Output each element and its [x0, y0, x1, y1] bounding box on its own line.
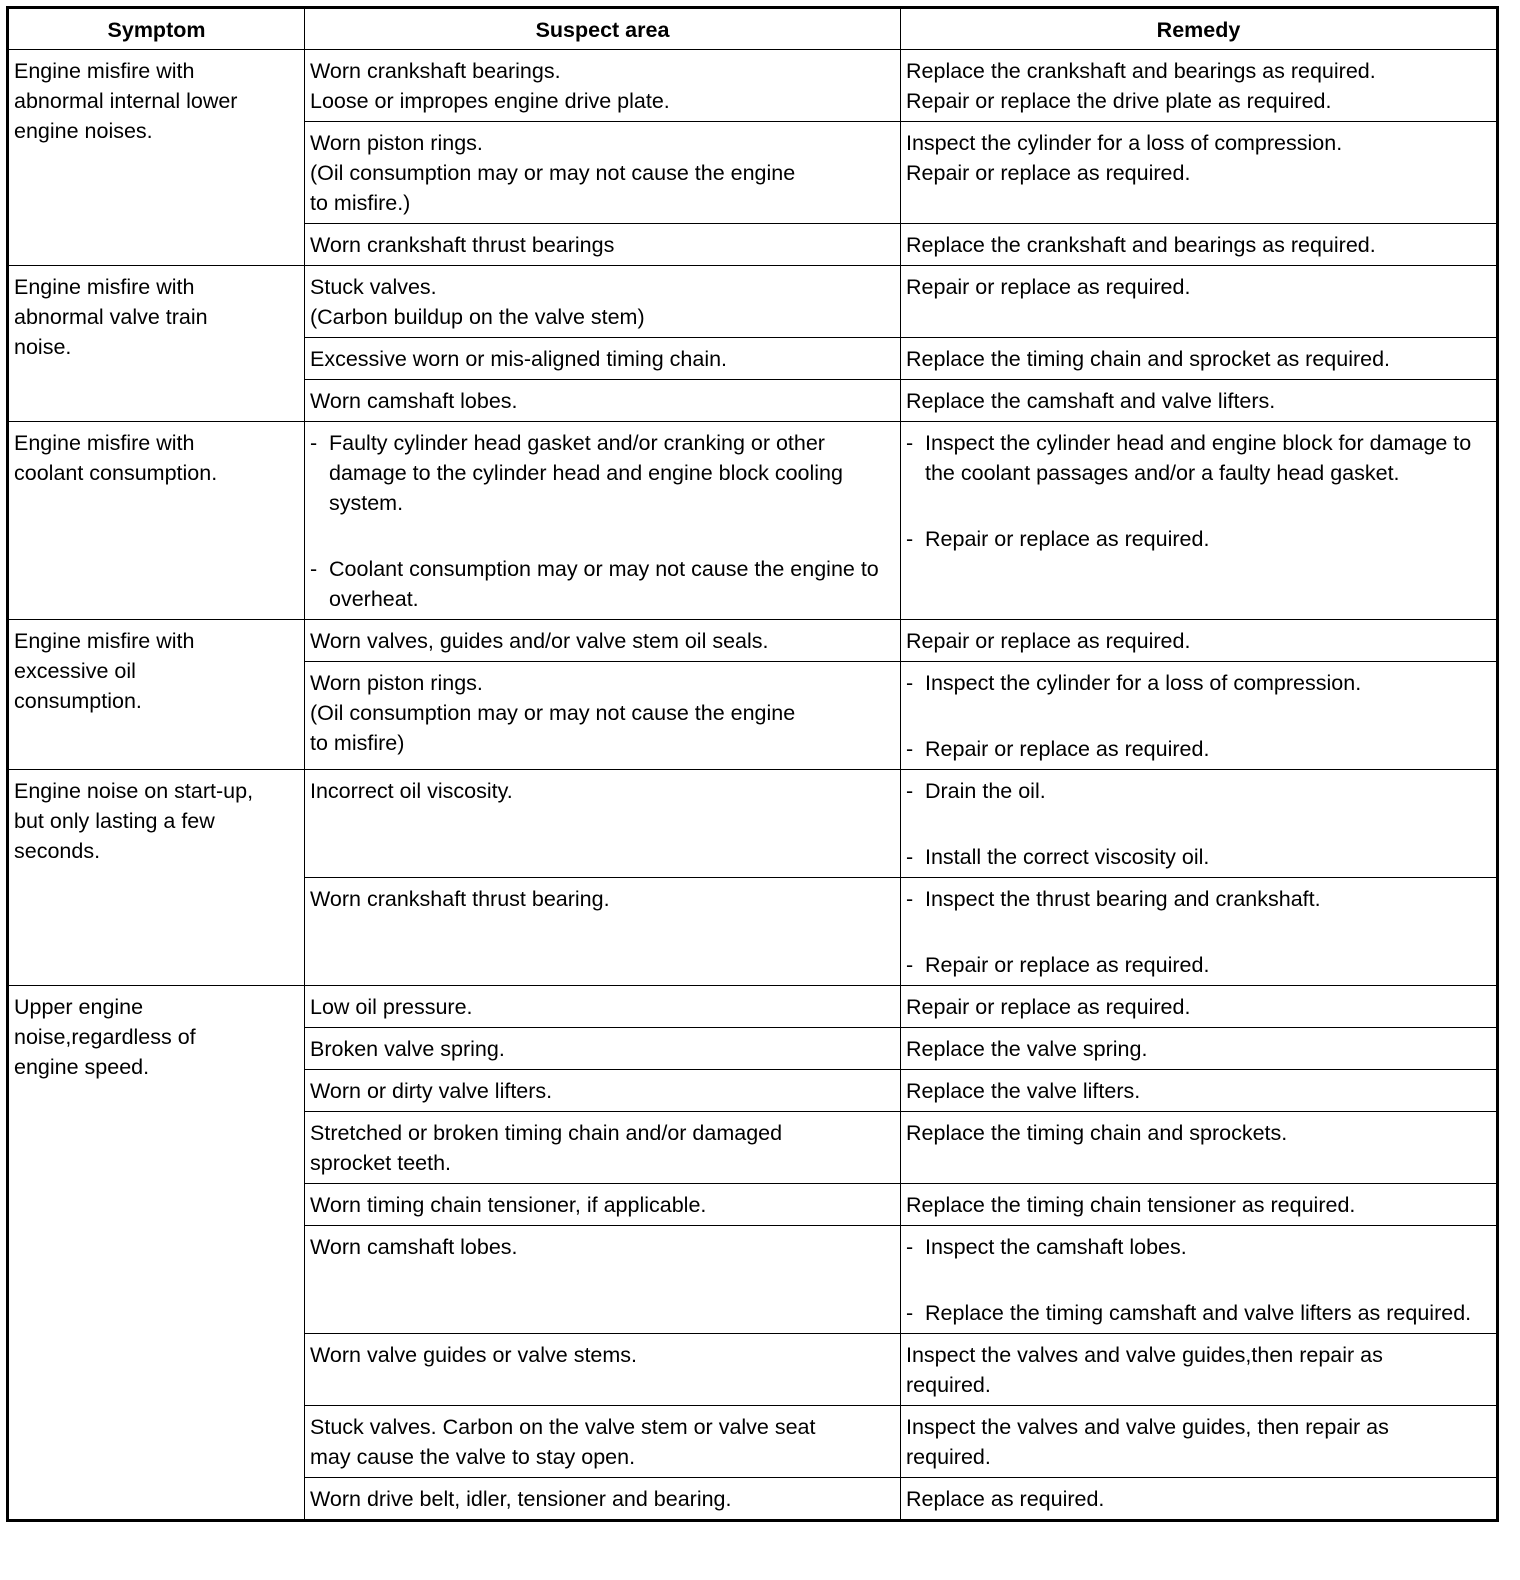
remedy-cell [901, 1406, 1498, 1478]
cell-line: Repair or replace as required. [906, 161, 1191, 185]
bullet-spacer [906, 806, 1491, 842]
bullet-item: - Replace the timing camshaft and valve lifters as required. [906, 1298, 1491, 1328]
suspect-area-cell [305, 1070, 901, 1112]
cell-line: Engine misfire with [14, 629, 195, 653]
cell-line: (Carbon buildup on the valve stem) [310, 305, 645, 329]
suspect-area-cell [305, 422, 901, 620]
cell-line: noise. [14, 335, 72, 359]
suspect-area-cell [305, 1226, 901, 1334]
suspect-area-cell [305, 1478, 901, 1521]
cell-line: Worn camshaft lobes. [310, 1235, 518, 1259]
remedy-cell [901, 380, 1498, 422]
suspect-area-cell [305, 770, 901, 878]
symptom-cell [8, 422, 305, 620]
symptom-cell [8, 986, 305, 1521]
cell-line: seconds. [14, 839, 101, 863]
cell-line: Stuck valves. [310, 275, 437, 299]
symptom-cell [8, 266, 305, 422]
cell-line: Worn piston rings. [310, 671, 483, 695]
suspect-area-cell [305, 50, 901, 122]
bullet-item: - Faulty cylinder head gasket and/or cranking or other damage to the cylinder head and engine block cooling system. [310, 428, 895, 518]
symptom-cell [8, 770, 305, 986]
table-row [8, 266, 1498, 338]
cell-line: Replace the crankshaft and bearings as required. [906, 59, 1376, 83]
suspect-area-cell [305, 1112, 901, 1184]
table-row [8, 770, 1498, 878]
header-symptom: Symptom [8, 8, 305, 50]
cell-line: Replace the timing chain and sprocket as required. [906, 347, 1391, 371]
cell-line: Worn valves, guides and/or valve stem oil seals. [310, 629, 769, 653]
bullet-item: - Inspect the cylinder for a loss of compression. [906, 668, 1491, 698]
cell-line: (Oil consumption may or may not cause the engine [310, 161, 796, 185]
cell-line: Broken valve spring. [310, 1037, 505, 1061]
bullet-spacer [310, 518, 895, 554]
cell-line: Worn or dirty valve lifters. [310, 1079, 553, 1103]
cell-line: Replace the timing chain tensioner as required. [906, 1193, 1356, 1217]
cell-line: Replace as required. [906, 1487, 1105, 1511]
bullet-item: - Inspect the thrust bearing and crankshaft. [906, 884, 1491, 914]
cell-line: sprocket teeth. [310, 1151, 452, 1175]
remedy-cell [901, 50, 1498, 122]
cell-line: Inspect the cylinder for a loss of compression. [906, 131, 1343, 155]
bullet-spacer [906, 698, 1491, 734]
cell-line: consumption. [14, 689, 142, 713]
suspect-area-cell [305, 662, 901, 770]
cell-line: Replace the timing chain and sprockets. [906, 1121, 1288, 1145]
cell-line: Excessive worn or mis-aligned timing chain. [310, 347, 728, 371]
remedy-cell [901, 770, 1498, 878]
remedy-cell [901, 1184, 1498, 1226]
cell-line: Worn camshaft lobes. [310, 389, 518, 413]
table-row [8, 50, 1498, 122]
cell-line: Replace the valve lifters. [906, 1079, 1141, 1103]
bullet-item: - Drain the oil. [906, 776, 1491, 806]
suspect-area-cell [305, 266, 901, 338]
suspect-area-cell [305, 1028, 901, 1070]
cell-line: to misfire) [310, 731, 405, 755]
remedy-cell [901, 422, 1498, 620]
cell-line: noise,regardless of [14, 1025, 196, 1049]
cell-line: Worn timing chain tensioner, if applicable. [310, 1193, 707, 1217]
cell-line: abnormal internal lower [14, 89, 238, 113]
cell-line: engine noises. [14, 119, 153, 143]
remedy-cell [901, 878, 1498, 986]
bullet-spacer [906, 1262, 1491, 1298]
cell-line: to misfire.) [310, 191, 411, 215]
suspect-area-cell [305, 338, 901, 380]
remedy-cell [901, 1112, 1498, 1184]
diagnosis-table-container [6, 6, 1499, 1522]
cell-line: Incorrect oil viscosity. [310, 779, 513, 803]
table-row [8, 620, 1498, 662]
bullet-item: - Inspect the cylinder head and engine block for damage to the coolant passages and/or a faulty head gasket. [906, 428, 1491, 488]
remedy-cell [901, 338, 1498, 380]
cell-line: Worn crankshaft thrust bearings [310, 233, 615, 257]
bullet-spacer [906, 914, 1491, 950]
cell-line: abnormal valve train [14, 305, 208, 329]
cell-line: excessive oil [14, 659, 136, 683]
cell-line: Inspect the valves and valve guides,then repair as [906, 1343, 1383, 1367]
remedy-cell [901, 224, 1498, 266]
cell-line: Engine misfire with [14, 275, 195, 299]
bullet-item: - Repair or replace as required. [906, 734, 1491, 764]
cell-line: Replace the camshaft and valve lifters. [906, 389, 1276, 413]
suspect-area-cell [305, 1334, 901, 1406]
cell-line: required. [906, 1373, 991, 1397]
cell-line: Replace the valve spring. [906, 1037, 1148, 1061]
remedy-cell [901, 986, 1498, 1028]
cell-line: Worn crankshaft bearings. [310, 59, 561, 83]
bullet-item: - Repair or replace as required. [906, 950, 1491, 980]
cell-line: Repair or replace the drive plate as required. [906, 89, 1332, 113]
cell-line: Upper engine [14, 995, 144, 1019]
suspect-area-cell [305, 1184, 901, 1226]
symptom-cell [8, 620, 305, 770]
cell-line: may cause the valve to stay open. [310, 1445, 636, 1469]
cell-line: Low oil pressure. [310, 995, 473, 1019]
bullet-item: - Repair or replace as required. [906, 524, 1491, 554]
cell-line: Replace the crankshaft and bearings as required. [906, 233, 1376, 257]
remedy-cell [901, 1478, 1498, 1521]
cell-line: Engine misfire with [14, 59, 195, 83]
cell-line: Worn piston rings. [310, 131, 483, 155]
suspect-area-cell [305, 122, 901, 224]
cell-line: Worn drive belt, idler, tensioner and bearing. [310, 1487, 732, 1511]
cell-line: Stretched or broken timing chain and/or damaged [310, 1121, 783, 1145]
suspect-area-cell [305, 620, 901, 662]
symptom-cell [8, 50, 305, 266]
bullet-spacer [906, 488, 1491, 524]
suspect-area-cell [305, 380, 901, 422]
header-suspect-area: Suspect area [305, 8, 901, 50]
cell-line: required. [906, 1445, 991, 1469]
header-remedy: Remedy [901, 8, 1498, 50]
header-row [8, 8, 1498, 50]
remedy-cell [901, 620, 1498, 662]
cell-line: Stuck valves. Carbon on the valve stem or valve seat [310, 1415, 816, 1439]
cell-line: Loose or impropes engine drive plate. [310, 89, 670, 113]
suspect-area-cell [305, 224, 901, 266]
diagnosis-table [6, 6, 1499, 1522]
cell-line: Repair or replace as required. [906, 275, 1191, 299]
bullet-item: - Inspect the camshaft lobes. [906, 1232, 1491, 1262]
cell-line: coolant consumption. [14, 461, 218, 485]
cell-line: Worn crankshaft thrust bearing. [310, 887, 610, 911]
table-body [8, 50, 1498, 1521]
table-row [8, 422, 1498, 620]
bullet-item: - Coolant consumption may or may not cause the engine to overheat. [310, 554, 895, 614]
suspect-area-cell [305, 1406, 901, 1478]
remedy-cell [901, 1070, 1498, 1112]
bullet-item: - Install the correct viscosity oil. [906, 842, 1491, 872]
remedy-cell [901, 1028, 1498, 1070]
remedy-cell [901, 122, 1498, 224]
table-row [8, 986, 1498, 1028]
cell-line: (Oil consumption may or may not cause the engine [310, 701, 796, 725]
cell-line: Engine noise on start-up, [14, 779, 254, 803]
cell-line: Inspect the valves and valve guides, then repair as [906, 1415, 1389, 1439]
remedy-cell [901, 1226, 1498, 1334]
cell-line: Repair or replace as required. [906, 629, 1191, 653]
cell-line: Engine misfire with [14, 431, 195, 455]
suspect-area-cell [305, 986, 901, 1028]
remedy-cell [901, 266, 1498, 338]
suspect-area-cell [305, 878, 901, 986]
cell-line: Repair or replace as required. [906, 995, 1191, 1019]
remedy-cell [901, 1334, 1498, 1406]
remedy-cell [901, 662, 1498, 770]
cell-line: but only lasting a few [14, 809, 215, 833]
cell-line: Worn valve guides or valve stems. [310, 1343, 638, 1367]
cell-line: engine speed. [14, 1055, 150, 1079]
